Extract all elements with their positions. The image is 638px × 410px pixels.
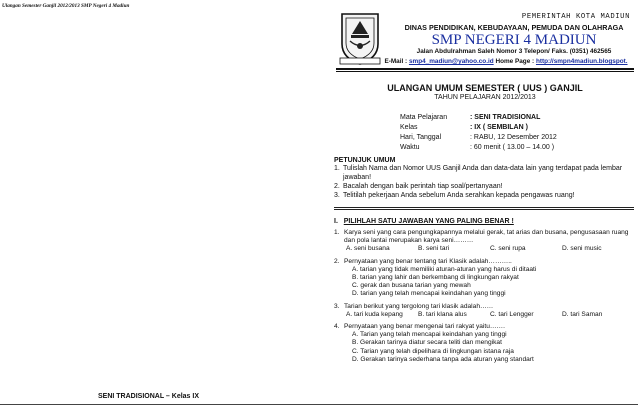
option-b: B. seni tari bbox=[418, 245, 450, 253]
info-value: : SENI TRADISIONAL bbox=[470, 114, 541, 121]
option-c: C. seni rupa bbox=[490, 245, 526, 253]
option-b: B. tari klana alus bbox=[418, 310, 467, 318]
info-value: : 60 menit ( 13.00 – 14.00 ) bbox=[470, 144, 555, 151]
email-label: E-Mail : bbox=[384, 58, 408, 65]
section-divider bbox=[334, 207, 634, 208]
letterhead-rule bbox=[336, 68, 634, 70]
section-divider bbox=[334, 209, 634, 210]
question-text: Tarian berikut yang tergolong tari klasik adalah…… bbox=[344, 302, 494, 310]
government-name: PEMERINTAH KOTA MADIUN bbox=[521, 13, 630, 21]
question-list bbox=[334, 229, 634, 368]
info-key: Waktu bbox=[400, 144, 420, 151]
exam-info-table bbox=[400, 113, 557, 153]
info-row-time bbox=[400, 143, 557, 153]
question-text: Pernyataan yang benar mengenai tari rakyat yaitu……. bbox=[344, 323, 505, 331]
question-2: 2. Pernyataan yang benar tentang tari Klasik adalah……….. A. tarian yang tidak memiliki aturan-aturan yang harus di ditaati B. tarian yang lahir dan berkembang di lingkungan rakyat C. gerak dan busana tarian yang mewah D. tarian yang telah mencapai keindahan yang tinggi bbox=[334, 258, 634, 299]
school-logo bbox=[338, 10, 382, 66]
email-link[interactable]: smp4_madiun@yahoo.co.id bbox=[408, 58, 494, 65]
option-d: D. tari Saman bbox=[562, 310, 603, 318]
instruction-item: 1. Tulislah Nama dan Nomor UUS Ganjil Anda dan data-data lain yang terdapat pada lembar jawaban! bbox=[334, 165, 623, 181]
homepage-link[interactable]: http://smpn4madiun.blogspot. bbox=[535, 58, 628, 65]
page-footer: SENI TRADISIONAL – Kelas IX bbox=[98, 393, 200, 400]
info-value: : RABU, 12 Desember 2012 bbox=[470, 134, 557, 141]
info-key: Hari, Tanggal bbox=[400, 134, 442, 141]
question-4: 4. Pernyataan yang benar mengenai tari rakyat yaitu……. A. Tarian yang telah mencapai keindahan yang tinggi B. Gerakan tarinya diatur secara teliti dan mengikat C. Tarian yang telah dipelihara di lingkungan istana raja D. Gerakan tarinya sederhana tanpa ada aturan yang standart bbox=[334, 323, 634, 364]
question-3: 3. Tarian berikut yang tergolong tari klasik adalah…… A. tari kuda kepang B. tari klana alus C. tari Lengger D. tari Saman bbox=[334, 303, 634, 319]
question-text: Karya seni yang cara pengungkapannya melalui gerak, tat arias dan busana, pengusasaan ruang dan pola lantai merupakan karya seni……… bbox=[344, 229, 629, 245]
question-text: Pernyataan yang benar tentang tari Klasik adalah……….. bbox=[344, 257, 512, 265]
school-address: Jalan Abdulrahman Saleh Nomor 3 Telepon/ Faks. (0351) 462565 bbox=[416, 48, 612, 55]
exam-year: TAHUN PELAJARAN 2012/2013 bbox=[434, 94, 536, 101]
option-a: A. tari kuda kepang bbox=[346, 310, 403, 318]
option-a: A. Tarian yang telah mencapai keindahan yang tinggi bbox=[352, 331, 507, 339]
option-c: C. gerak dan busana tarian yang mewah bbox=[352, 282, 471, 290]
school-name: SMP NEGERI 4 MADIUN bbox=[431, 32, 597, 48]
part-heading: I. PILIHLAH SATU JAWABAN YANG PALING BENAR ! bbox=[334, 218, 514, 225]
letterhead-rule-thin bbox=[336, 71, 634, 72]
exam-title: ULANGAN UMUM SEMESTER ( UUS ) GANJIL bbox=[387, 83, 583, 93]
option-d: D. tarian yang telah mencapai keindahan yang tinggi bbox=[352, 290, 506, 298]
school-contact bbox=[378, 58, 634, 65]
info-row-subject bbox=[400, 113, 557, 123]
option-b: B. Gerakan tarinya diatur secara teliti dan mengikat bbox=[352, 339, 502, 347]
info-key: Kelas bbox=[400, 124, 418, 131]
footer-rule bbox=[0, 404, 638, 405]
info-row-date bbox=[400, 133, 557, 143]
question-1: 1. Karya seni yang cara pengungkapannya melalui gerak, tat arias dan busana, pengusasaan ruang dan pola lantai merupakan karya seni……… A. seni busana B. seni tari C. seni rupa D. seni music bbox=[334, 229, 634, 254]
option-c: C. tari Lengger bbox=[490, 310, 534, 318]
info-key: Mata Pelajaran bbox=[400, 114, 448, 121]
page-header-note: Ulangan Semester Ganjil 2012/2013 SMP Negeri 4 Madiun bbox=[2, 3, 130, 9]
option-a: A. seni busana bbox=[346, 245, 390, 253]
info-row-class bbox=[400, 123, 557, 133]
homepage-label: Home Page : bbox=[495, 58, 535, 65]
agency-name: DINAS PENDIDIKAN, KEBUDAYAAN, PEMUDA DAN OLAHRAGA bbox=[404, 23, 624, 32]
option-d: D. seni music bbox=[562, 245, 602, 253]
instruction-item: 3. Telitilah pekerjaan Anda sebelum Anda serahkan kepada pengawas ruang! bbox=[334, 192, 575, 199]
option-a: A. tarian yang tidak memiliki aturan-aturan yang harus di ditaati bbox=[352, 265, 537, 273]
info-value: : IX ( SEMBILAN ) bbox=[470, 124, 528, 131]
instructions-heading: PETUNJUK UMUM bbox=[334, 157, 396, 164]
option-d: D. Gerakan tarinya sederhana tanpa ada aturan yang standart bbox=[352, 355, 534, 363]
instruction-item: 2. Bacalah dengan baik perintah tiap soal/pertanyaan! bbox=[334, 183, 503, 190]
general-instructions bbox=[334, 157, 634, 200]
option-c: C. Tarian yang telah dipelihara di lingkungan istana raja bbox=[352, 347, 514, 355]
option-b: B. tarian yang lahir dan berkembang di lingkungan rakyat bbox=[352, 274, 519, 282]
